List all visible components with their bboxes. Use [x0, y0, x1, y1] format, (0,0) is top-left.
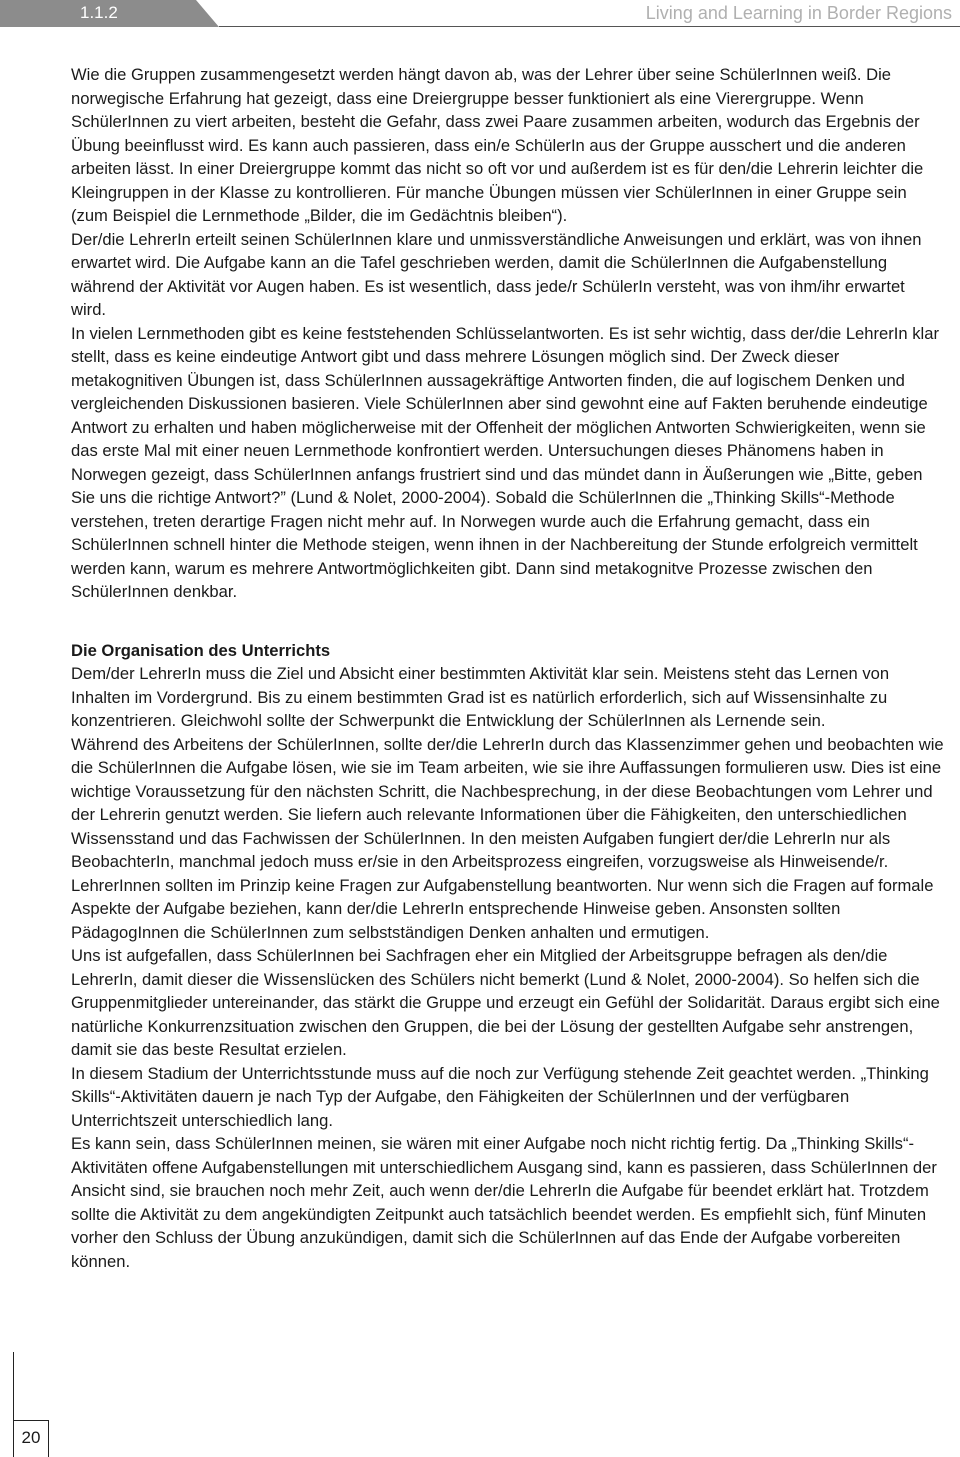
section-number: 1.1.2: [80, 3, 118, 22]
paragraph: In diesem Stadium der Unterrichtsstunde muss auf die noch zur Verfügung stehende Zeit geachtet werden. „Thinking Skills“-Aktivitäten dauern je nach Typ der Aufgabe, den Fähigkeiten der SchülerInnen und der verfügbaren Unterrichtszeit unterschiedlich lang.: [71, 1063, 929, 1130]
paragraph: Uns ist aufgefallen, dass SchülerInnen bei Sachfragen eher ein Mitglied der Arbeitsgruppe befragen als den/die LehrerIn, damit dieser die Wissenslücken des Schülers nicht bemerkt (Lund & Nolet, 2000-2004). So helfen sich die Gruppenmitglieder untereinander, das stärkt die Gruppe und erzeugt ein Gefühl der Solidarität. Daraus ergibt sich eine natürliche Konkurrenzsituation zwischen den Gruppen, die bei der Lösung der gestellten Aufgabe sehr anstrengen, damit sie das beste Resultat erzielen.: [71, 946, 940, 1059]
paragraph: Der/die LehrerIn erteilt seinen SchülerInnen klare und unmissverständliche Anweisungen und erklärt, was von ihnen erwartet wird. Die Aufgabe kann an die Tafel geschrieben werden, damit die SchülerInnen die Aufgabenstellung während der Aktivität vor Augen haben. Es ist wesentlich, dass jede/r SchülerIn versteht, was von ihm/ihr erwartet wird.: [71, 229, 922, 319]
paragraph: Wie die Gruppen zusammengesetzt werden hängt davon ab, was der Lehrer über seine SchülerInnen weiß. Die norwegische Erfahrung hat gezeigt, dass eine Dreiergruppe besser funktioniert als eine Vierergruppe. Wenn SchülerInnen zu viert arbeiten, besteht die Gefahr, dass zwei Paare zusammen arbeiten, wodurch das Ergebnis der Übung beeinflusst wird. Es kann auch passieren, dass ein/e SchülerIn aus der Gruppe ausschert und die anderen arbeiten lässt. In einer Dreiergruppe kommt das nicht so oft vor und außerdem ist es für den/die Lehrerin leichter die Kleingruppen in der Klasse zu kontrollieren. Für manche Übungen müssen vier SchülerInnen in einer Gruppe sein (zum Beispiel die Lernmethode „Bilder, die im Gedächtnis bleiben“).: [71, 65, 924, 225]
paragraph: Es kann sein, dass SchülerInnen meinen, sie wären mit einer Aufgabe noch nicht richtig fertig. Da „Thinking Skills“-Aktivitäten offene Aufgabenstellungen mit unterschiedlichem Ausgang sind, kann es passieren, dass SchülerInnen der Ansicht sind, sie brauchen noch mehr Zeit, auch wenn der/die LehrerIn die Aufgabe für beendet erklärt hat. Trotzdem sollte die Aktivität zu dem angekündigten Zeitpunkt auch tatsächlich beendet werden. Es empfiehlt sich, fünf Minuten vorher den Schluss der Übung anzukündigen, damit sich die SchülerInnen auf das Ende der Aufgabe vorbereiten können.: [71, 1134, 937, 1271]
running-title: Living and Learning in Border Regions: [645, 3, 952, 23]
section-heading: Die Organisation des Unterrichts: [71, 640, 331, 660]
page-header: [0, 0, 960, 27]
paragraph: Während des Arbeitens der SchülerInnen, sollte der/die LehrerIn durch das Klassenzimmer gehen und beobachten wie die SchülerInnen die Aufgabe lösen, wie sie im Team arbeiten, wie sie ihre Auffassungen formulieren usw. Dies ist eine wichtige Voraussetzung für den nächsten Schritt, die Nachbesprechung, in der diese Beobachtungen vom Lehrer und der Lehrerin genutzt werden. Sie liefern auch relevante Informationen über die Fähigkeiten, den unterschiedlichen Wissensstand und das Fachwissen der SchülerInnen. In den meisten Aufgaben fungiert der/die LehrerIn nur als BeobachterIn, manchmal jedoch muss er/sie in den Arbeitsprozess eingreifen, vorzugsweise als Hinweisende/r. LehrerInnen sollten im Prinzip keine Fragen zur Aufgabenstellung beantworten. Nur wenn sich die Fragen auf formale Aspekte der Aufgabe beziehen, kann der/die LehrerIn entsprechende Hinweise geben. Ansonsten sollten PädagogInnen die SchülerInnen zum selbstständigen Denken anhalten und ermutigen.: [71, 734, 944, 942]
paragraph: Dem/der LehrerIn muss die Ziel und Absicht einer bestimmten Aktivität klar sein. Meistens steht das Lernen von Inhalten im Vordergrund. Bis zu einem bestimmten Grad ist es natürlich erforderlich, sich auf Wissensinhalte zu konzentrieren. Gleichwohl sollte der Schwerpunkt die Entwicklung der SchülerInnen als Lernende sein.: [71, 664, 890, 730]
paragraph: In vielen Lernmethoden gibt es keine feststehenden Schlüsselantworten. Es ist sehr wichtig, dass der/die LehrerIn klar stellt, dass es keine eindeutige Antwort gibt und dass mehrere Lösungen möglich sind. Der Zweck dieser metakognitiven Übungen ist, dass SchülerInnen aussagekräftige Antworten finden, die auf logischem Denken und vergleichenden Diskussionen basieren. Viele SchülerInnen aber sind gewohnt eine auf Fakten beruhende eindeutige Antwort zu erhalten und haben möglicherweise mit der Offenheit der möglichen Antworten Schwierigkeiten, wenn sie das erste Mal mit einer neuen Lernmethode konfrontiert werden. Untersuchungen dieses Phänomens haben in Norwegen gezeigt, dass SchülerInnen anfangs frustriert sind und das mündet dann in Äußerungen wie „Bitte, geben Sie uns die richtige Antwort?” (Lund & Nolet, 2000-2004). Sobald die SchülerInnen die „Thinking Skills“-Methode verstehen, treten derartige Fragen nicht mehr auf. In Norwegen wurde auch die Erfahrung gemacht, dass ein SchülerInnen schnell hinter die Methode steigen, wenn ihnen in der Nachbereitung der Stunde erfolgreich vermittelt werden kann, warum es mehrere Antwortmöglichkeiten gibt. Dann sind metakognitve Prozesse zwischen den SchülerInnen denkbar.: [71, 323, 939, 601]
body-text: [71, 63, 944, 1273]
section-gap: [71, 604, 944, 639]
page-number: 20: [21, 1428, 41, 1447]
